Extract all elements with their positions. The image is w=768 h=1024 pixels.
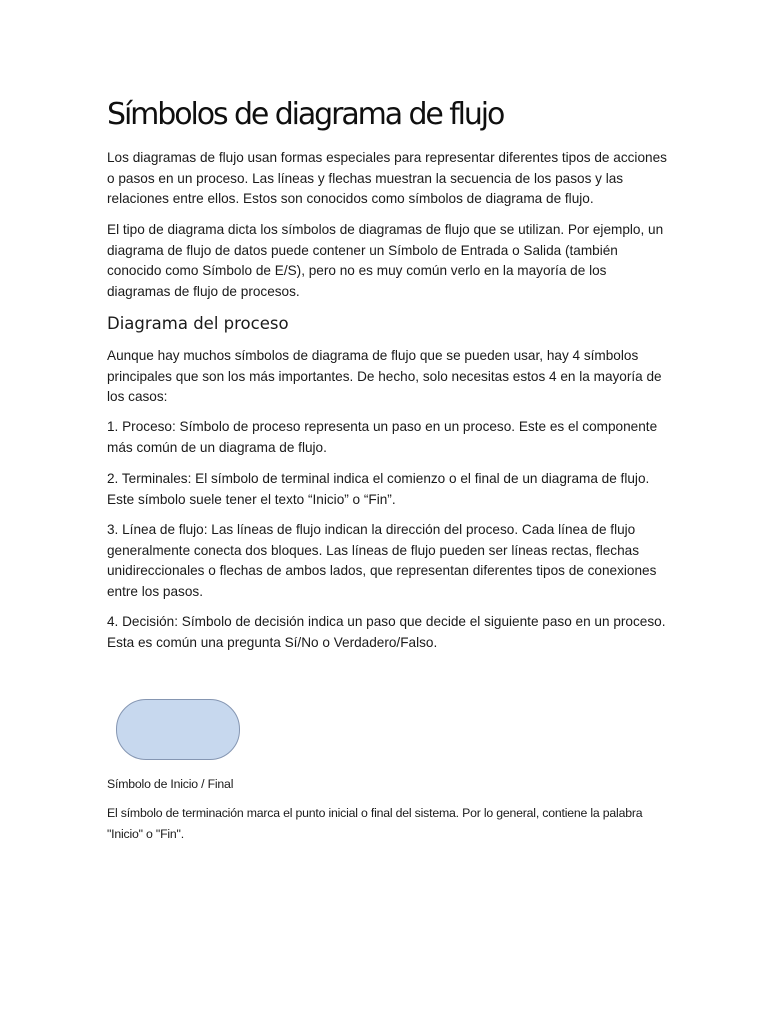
- terminal-symbol-shape: [116, 699, 240, 760]
- figure-caption: Símbolo de Inicio / Final: [107, 777, 234, 791]
- list-item-flow-line: 3. Línea de flujo: Las líneas de flujo indican la dirección del proceso. Cada línea de flujo generalmente conecta dos bloques. Las líneas de flujo pueden ser líneas rectas, flechas unidireccionales o flechas de ambos lados, que representan diferentes tipos de conexiones entre los pasos.: [107, 522, 657, 600]
- intro-paragraph: Los diagramas de flujo usan formas especiales para representar diferentes tipos de acciones o pasos en un proceso. Las líneas y flechas muestran la secuencia de los pasos y las relaciones entre ellos. Estos son conocidos como símbolos de diagrama de flujo.: [107, 150, 667, 207]
- section-intro-paragraph: Aunque hay muchos símbolos de diagrama de flujo que se pueden usar, hay 4 símbolos principales que son los más importantes. De hecho, solo necesitas estos 4 en la mayoría de los casos:: [107, 348, 662, 405]
- figure-description: El símbolo de terminación marca el punto inicial o final del sistema. Por lo general, contiene la palabra "Inicio" o "Fin".: [107, 806, 643, 841]
- page-title: Símbolos de diagrama de flujo: [107, 97, 504, 132]
- list-item-decision: 4. Decisión: Símbolo de decisión indica un paso que decide el siguiente paso en un proceso. Esta es común una pregunta Sí/No o Verdadero/Falso.: [107, 614, 666, 650]
- diagram-type-paragraph: El tipo de diagrama dicta los símbolos de diagramas de flujo que se utilizan. Por ejemplo, un diagrama de flujo de datos puede contener un Símbolo de Entrada o Salida (también conocido como Símbolo de E/S), pero no es muy común verlo en la mayoría de los diagramas de flujo de procesos.: [107, 222, 664, 300]
- list-item-process: 1. Proceso: Símbolo de proceso representa un paso en un proceso. Este es el componente más común de un diagrama de flujo.: [107, 419, 658, 455]
- list-item-terminals: 2. Terminales: El símbolo de terminal indica el comienzo o el final de un diagrama de flujo. Este símbolo suele tener el texto “Inicio” o “Fin”.: [107, 471, 650, 507]
- section-heading: Diagrama del proceso: [107, 314, 289, 333]
